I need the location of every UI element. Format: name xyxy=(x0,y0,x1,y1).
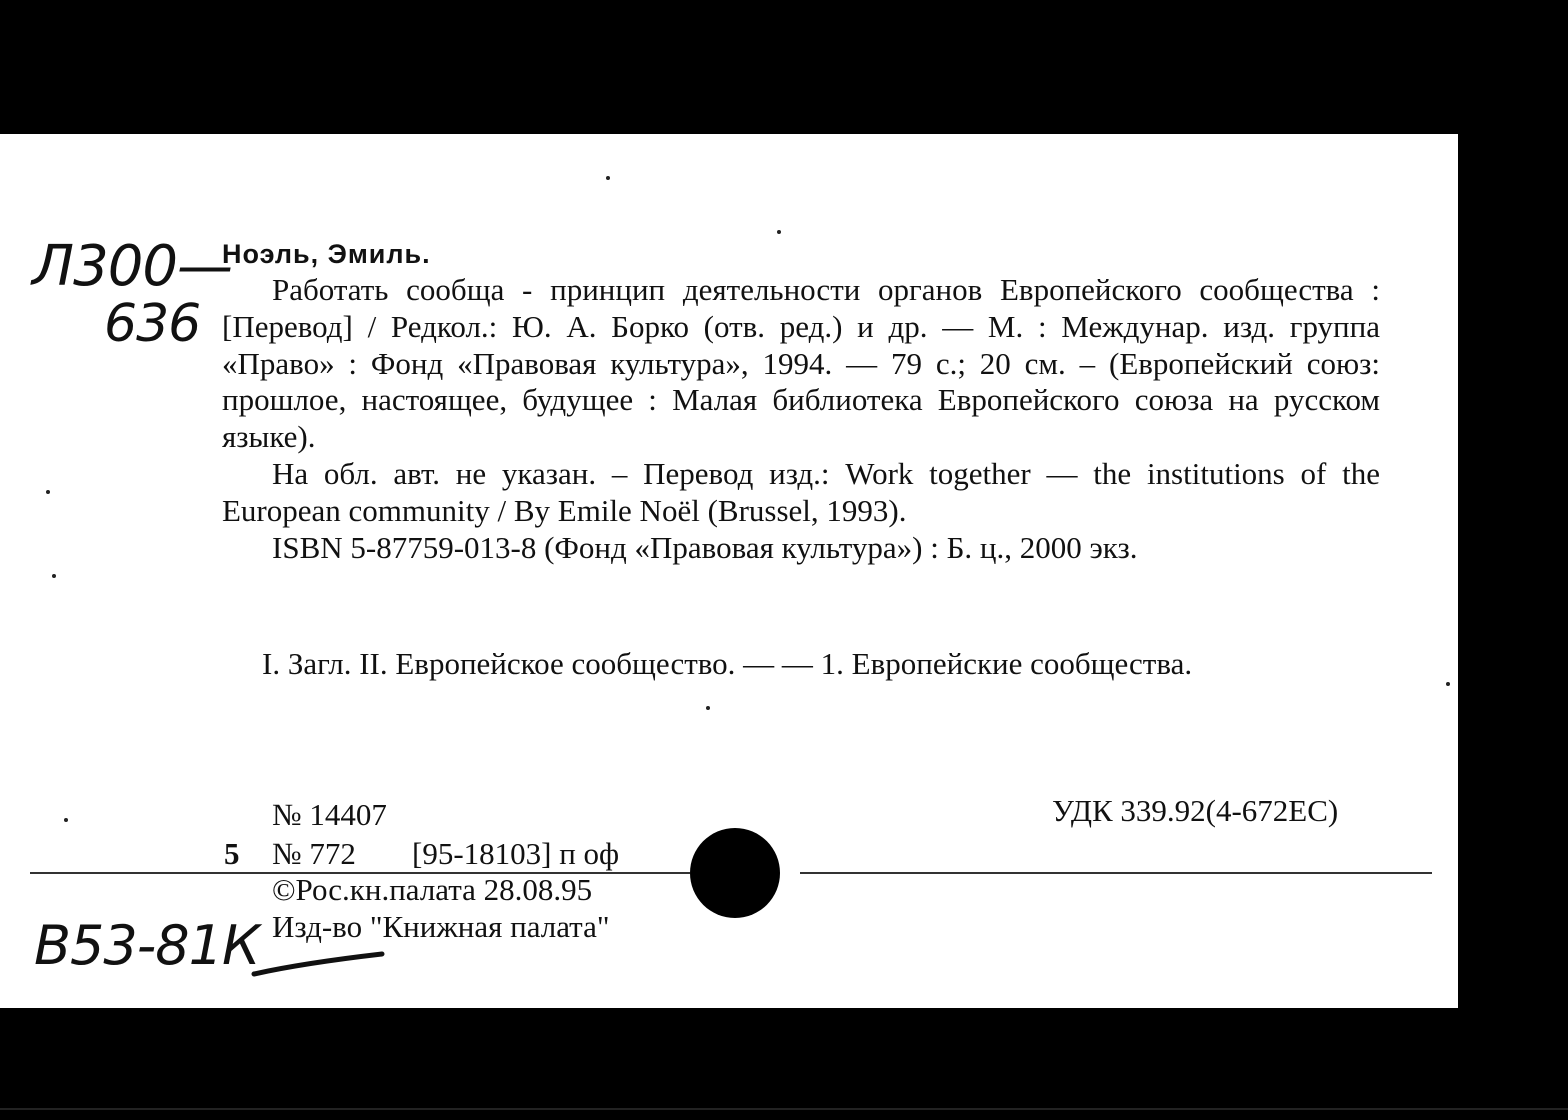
speck xyxy=(46,490,50,494)
speck xyxy=(1446,682,1450,686)
handwritten-stroke xyxy=(250,944,390,984)
speck xyxy=(64,818,68,822)
record-number: № 14407 xyxy=(272,797,387,832)
author-heading: Ноэль, Эмиль. xyxy=(222,239,431,269)
call-number-line-2: 636 xyxy=(104,294,201,354)
call-number-line-1: Л300— xyxy=(32,234,232,299)
bibliographic-description xyxy=(222,272,1380,566)
udc-index: УДК 339.92(4-672ЕС) xyxy=(1052,793,1339,828)
tracing-text: I. Загл. II. Европейское сообщество. — — 1. Европейские сообщества. xyxy=(262,646,1193,681)
isbn-paragraph: ISBN 5-87759-013-8 (Фонд «Правовая культура») : Б. ц., 2000 экз. xyxy=(272,529,1138,565)
speck xyxy=(706,706,710,710)
speck xyxy=(606,176,610,180)
inventory-mark: В53-81К xyxy=(34,914,260,977)
footer-rule-right xyxy=(800,872,1432,874)
catalog-card xyxy=(0,134,1458,1008)
tracing-block xyxy=(222,644,1380,684)
title-paragraph: Работать сообща - принцип деятельности органов Европейского сообщества : [Перевод] / Редкол.: Ю. А. Борко (отв. ред.) и др. — М. : Междунар. изд. группа «Право» : Фонд «Правовая культура», 1994. — 79 с.; 20 см. – (Европейский союз: прошлое, настоящее, будущее : Малая библиотека Европейского союза на русском языке). xyxy=(222,272,1380,455)
punch-hole xyxy=(690,828,780,918)
order-number: № 772 xyxy=(272,836,356,871)
copyright-line: ©Рос.кн.палата 28.08.95 xyxy=(272,872,593,907)
sheet-number: 5 xyxy=(224,836,240,871)
notes-paragraph: На обл. авт. не указан. – Перевод изд.: Work together — the institutions of the European community / By Emile Noël (Brussel, 1993). xyxy=(222,455,1380,528)
publisher-line: Изд-во "Книжная палата" xyxy=(272,909,610,944)
scan-bottom-edge xyxy=(0,1108,1568,1110)
speck xyxy=(52,574,56,578)
speck xyxy=(777,230,781,234)
print-code: [95-18103] п оф xyxy=(412,836,620,871)
